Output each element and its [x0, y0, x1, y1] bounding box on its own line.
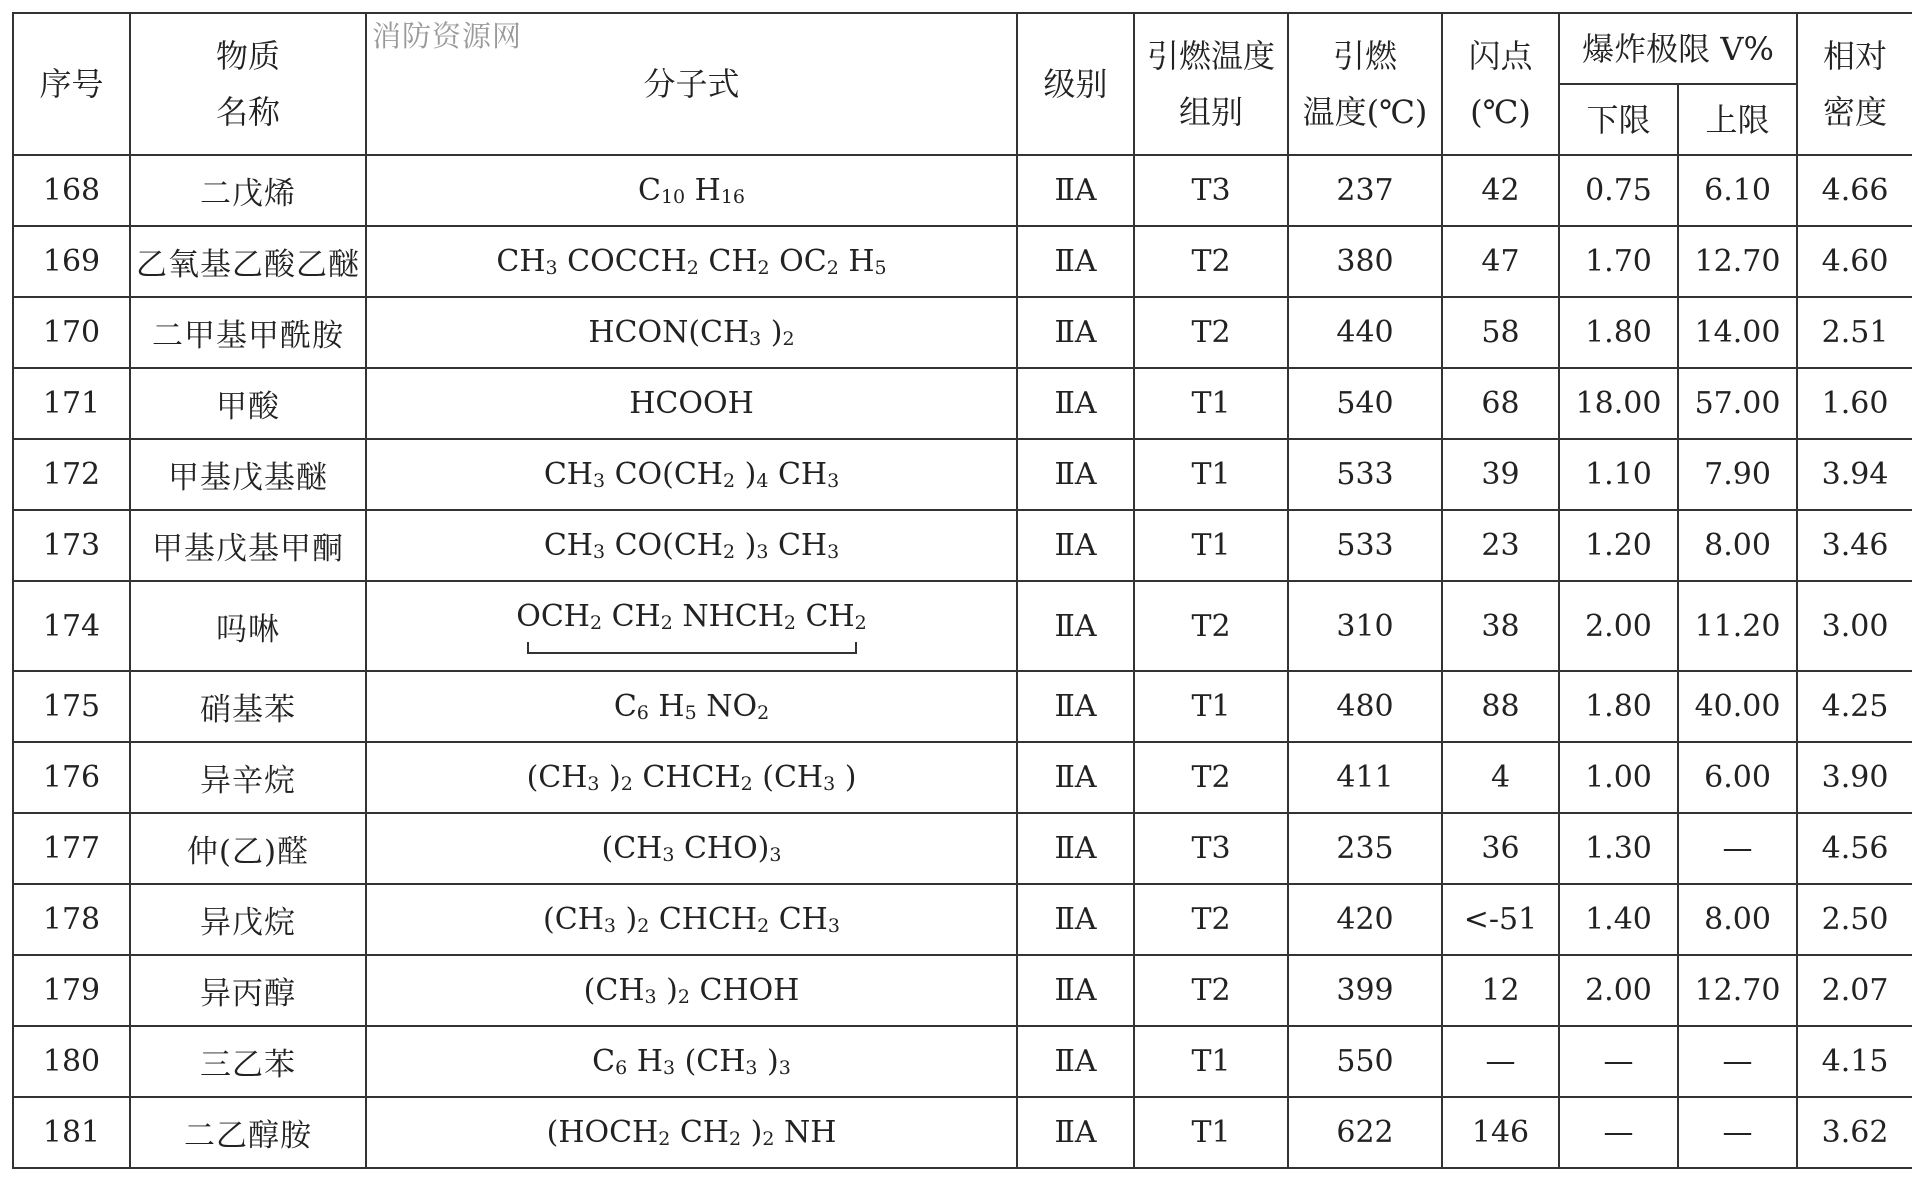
table-row [13, 297, 1912, 368]
formula-segment: CH [543, 528, 593, 563]
header-name [130, 13, 366, 155]
cell-grade: ⅡA [1017, 155, 1134, 226]
table-row [13, 1097, 1912, 1168]
formula-segment: ) [741, 1115, 763, 1150]
cell-grade: ⅡA [1017, 742, 1134, 813]
cell-flash-point: 42 [1442, 155, 1559, 226]
cell-ignition-temp: 533 [1288, 439, 1442, 510]
cell-formula [366, 671, 1017, 742]
cell-density: 3.46 [1797, 510, 1912, 581]
cell-density: 2.51 [1797, 297, 1912, 368]
cell-lower-limit: 1.40 [1559, 884, 1678, 955]
cell-density: 4.56 [1797, 813, 1912, 884]
formula-segment: ) [599, 760, 621, 795]
formula-text [602, 831, 782, 866]
table-row [13, 742, 1912, 813]
formula-subscript: 3 [823, 773, 836, 795]
header-seq: 序号 [13, 13, 130, 155]
table-row [13, 581, 1912, 671]
cell-name: 二乙醇胺 [130, 1097, 366, 1168]
header-ignition-temp-line2: 温度(℃) [1302, 93, 1428, 131]
formula-text [544, 528, 839, 563]
cell-name: 异辛烷 [130, 742, 366, 813]
cell-ignition-temp: 380 [1288, 226, 1442, 297]
cell-seq: 181 [13, 1097, 130, 1168]
formula-segment: ) [835, 760, 857, 795]
formula-segment: CH [543, 457, 593, 492]
formula-segment: CO(CH [605, 528, 723, 563]
table-body [13, 155, 1912, 1168]
formula-subscript: 3 [587, 773, 600, 795]
formula-segment: (CH [543, 902, 604, 937]
header-density [1797, 13, 1912, 155]
cell-flash-point: 4 [1442, 742, 1559, 813]
formula-subscript: 2 [783, 611, 796, 634]
cell-flash-point: 47 [1442, 226, 1559, 297]
formula-segment: ) [656, 973, 678, 1008]
cell-lower-limit: 2.00 [1559, 581, 1678, 671]
cell-density: 2.07 [1797, 955, 1912, 1026]
cell-temp-group: T1 [1134, 368, 1288, 439]
formula-segment: OC [769, 244, 827, 279]
header-grade: 级别 [1017, 13, 1134, 155]
cell-upper-limit: 8.00 [1678, 510, 1797, 581]
formula-subscript: 3 [749, 328, 762, 350]
cell-name: 吗啉 [130, 581, 366, 671]
formula-text [527, 760, 857, 795]
table-row [13, 368, 1912, 439]
header-temp-group-line2: 组别 [1178, 93, 1243, 131]
table-row [13, 155, 1912, 226]
cell-seq: 173 [13, 510, 130, 581]
cell-upper-limit: 12.70 [1678, 955, 1797, 1026]
formula-text [629, 386, 753, 421]
cell-upper-limit: — [1678, 813, 1797, 884]
cell-ignition-temp: 411 [1288, 742, 1442, 813]
cell-name: 异戊烷 [130, 884, 366, 955]
cell-grade: ⅡA [1017, 439, 1134, 510]
formula-subscript: 3 [603, 915, 616, 937]
cell-ignition-temp: 533 [1288, 510, 1442, 581]
formula-segment: CHCH [649, 902, 758, 937]
formula-segment: OCH [516, 598, 590, 634]
cell-name: 甲基戊基甲酮 [130, 510, 366, 581]
formula-text [588, 315, 794, 350]
cell-grade: ⅡA [1017, 813, 1134, 884]
formula-subscript: 3 [545, 257, 558, 279]
cell-upper-limit: — [1678, 1097, 1797, 1168]
cell-ignition-temp: 237 [1288, 155, 1442, 226]
cell-temp-group: T2 [1134, 581, 1288, 671]
cell-grade: ⅡA [1017, 671, 1134, 742]
table-row [13, 226, 1912, 297]
cell-upper-limit: 6.00 [1678, 742, 1797, 813]
cell-lower-limit: 18.00 [1559, 368, 1678, 439]
table-row [13, 884, 1912, 955]
formula-subscript: 2 [854, 611, 867, 634]
cell-formula [366, 581, 1017, 671]
formula-segment: ) [615, 902, 638, 937]
formula-subscript: 16 [720, 186, 746, 208]
cell-seq: 175 [13, 671, 130, 742]
formula-subscript: 10 [660, 186, 686, 208]
cell-density: 3.90 [1797, 742, 1912, 813]
formula-subscript: 6 [615, 1057, 628, 1079]
cell-formula [366, 368, 1017, 439]
formula-segment: H [685, 173, 721, 208]
formula-subscript: 5 [874, 257, 887, 279]
cell-formula [366, 955, 1017, 1026]
cell-flash-point: 88 [1442, 671, 1559, 742]
formula-subscript: 3 [592, 541, 606, 563]
formula-segment: CHO) [674, 831, 770, 866]
cell-upper-limit: 7.90 [1678, 439, 1797, 510]
formula-segment: CH [698, 244, 758, 279]
cell-grade: ⅡA [1017, 1026, 1134, 1097]
formula-segment: CHOH [689, 973, 800, 1008]
cell-lower-limit: 1.80 [1559, 297, 1678, 368]
cell-formula [366, 742, 1017, 813]
formula-subscript: 3 [592, 470, 606, 492]
cell-upper-limit: — [1678, 1026, 1797, 1097]
formula-subscript: 4 [756, 470, 769, 492]
formula-subscript: 2 [620, 773, 633, 795]
formula-segment: NO [696, 689, 758, 724]
cell-name: 二甲基甲酰胺 [130, 297, 366, 368]
cell-lower-limit: 1.10 [1559, 439, 1678, 510]
cell-grade: ⅡA [1017, 1097, 1134, 1168]
cell-lower-limit: — [1559, 1097, 1678, 1168]
cell-density: 4.25 [1797, 671, 1912, 742]
formula-text [614, 689, 769, 724]
cell-density: 4.15 [1797, 1026, 1912, 1097]
formula-segment: (HOCH [546, 1115, 659, 1150]
table-row [13, 955, 1912, 1026]
formula-subscript: 2 [686, 257, 699, 279]
cell-flash-point: 23 [1442, 510, 1559, 581]
substance-table [12, 12, 1912, 1169]
cell-temp-group: T1 [1134, 1097, 1288, 1168]
header-upper-limit: 上限 [1678, 84, 1797, 155]
cell-temp-group: T2 [1134, 297, 1288, 368]
cell-ignition-temp: 399 [1288, 955, 1442, 1026]
header-flash-line2: (℃) [1470, 93, 1531, 131]
cell-ignition-temp: 235 [1288, 813, 1442, 884]
cell-flash-point: 68 [1442, 368, 1559, 439]
cell-temp-group: T3 [1134, 813, 1288, 884]
cell-grade: ⅡA [1017, 884, 1134, 955]
cell-temp-group: T3 [1134, 155, 1288, 226]
header-density-line1: 相对 [1823, 37, 1888, 75]
header-temp-group-line1: 引燃温度 [1146, 37, 1275, 75]
formula-segment: ) [761, 315, 783, 350]
formula-segment: CH [768, 457, 828, 492]
cell-name: 硝基苯 [130, 671, 366, 742]
formula-text [516, 599, 866, 634]
cell-seq: 180 [13, 1026, 130, 1097]
formula-segment: CO(CH [605, 457, 723, 492]
formula-subscript: 2 [740, 773, 753, 795]
cell-lower-limit: 1.70 [1559, 226, 1678, 297]
formula-segment: ) [735, 528, 757, 563]
formula-segment: H [838, 244, 875, 279]
formula-segment: CH [768, 528, 828, 563]
formula-segment: H [627, 1044, 663, 1079]
formula-segment: NHCH [672, 598, 784, 634]
cell-flash-point: <-51 [1442, 884, 1559, 955]
cell-ignition-temp: 622 [1288, 1097, 1442, 1168]
formula-segment: C [592, 1044, 616, 1079]
formula-text [592, 1044, 791, 1079]
cell-seq: 172 [13, 439, 130, 510]
formula-subscript: 2 [762, 1128, 775, 1150]
formula-subscript: 2 [589, 611, 603, 634]
formula-segment: ) [735, 457, 757, 492]
formula-subscript: 5 [684, 702, 697, 724]
cell-name: 甲酸 [130, 368, 366, 439]
cell-formula [366, 1026, 1017, 1097]
cell-name: 异丙醇 [130, 955, 366, 1026]
formula-subscript: 6 [636, 702, 649, 724]
cell-lower-limit: 2.00 [1559, 955, 1678, 1026]
cell-temp-group: T1 [1134, 1026, 1288, 1097]
formula-segment: HCON(CH [588, 315, 750, 350]
header-explosion-limit: 爆炸极限 V% [1559, 13, 1797, 84]
formula-segment: (CH [583, 973, 645, 1008]
formula-subscript: 3 [827, 541, 840, 563]
formula-subscript: 2 [660, 611, 673, 634]
cell-temp-group: T1 [1134, 671, 1288, 742]
cell-grade: ⅡA [1017, 368, 1134, 439]
formula-segment: H [648, 689, 685, 724]
cell-formula [366, 439, 1017, 510]
formula-subscript: 2 [658, 1128, 671, 1150]
cell-density: 3.62 [1797, 1097, 1912, 1168]
formula-segment: (CH [752, 760, 824, 795]
cell-lower-limit: 1.00 [1559, 742, 1678, 813]
table-row [13, 1026, 1912, 1097]
cell-upper-limit: 11.20 [1678, 581, 1797, 671]
cell-flash-point: 38 [1442, 581, 1559, 671]
formula-segment: CH [769, 902, 828, 937]
cell-seq: 169 [13, 226, 130, 297]
formula-subscript: 3 [662, 844, 675, 866]
header-temp-group [1134, 13, 1288, 155]
cell-ignition-temp: 310 [1288, 581, 1442, 671]
cell-formula [366, 813, 1017, 884]
cell-ignition-temp: 440 [1288, 297, 1442, 368]
formula-text [496, 244, 886, 279]
cell-seq: 179 [13, 955, 130, 1026]
cell-ignition-temp: 420 [1288, 884, 1442, 955]
formula-subscript: 2 [637, 915, 650, 937]
formula-segment: CH [670, 1115, 729, 1150]
cell-name: 二戊烯 [130, 155, 366, 226]
formula-text [547, 1115, 837, 1150]
formula-text [544, 457, 839, 492]
cell-density: 1.60 [1797, 368, 1912, 439]
formula-segment: CH [795, 598, 855, 634]
ring-bracket-line [527, 642, 857, 654]
cell-flash-point: 58 [1442, 297, 1559, 368]
formula-subscript: 3 [827, 470, 840, 492]
cell-upper-limit: 12.70 [1678, 226, 1797, 297]
formula-subscript: 3 [756, 541, 769, 563]
cell-flash-point: 12 [1442, 955, 1559, 1026]
formula-subscript: 3 [745, 1057, 758, 1079]
formula-subscript: 2 [757, 257, 770, 279]
cell-lower-limit: 1.20 [1559, 510, 1678, 581]
cell-grade: ⅡA [1017, 226, 1134, 297]
formula-segment: (CH [601, 831, 663, 866]
formula-text [543, 902, 840, 937]
cell-name: 仲(乙)醛 [130, 813, 366, 884]
cell-flash-point: — [1442, 1026, 1559, 1097]
cell-density: 3.00 [1797, 581, 1912, 671]
formula-segment: CHCH [632, 760, 741, 795]
formula-subscript: 2 [782, 328, 795, 350]
cell-formula [366, 155, 1017, 226]
cell-temp-group: T2 [1134, 226, 1288, 297]
header-ignition-temp-line1: 引燃 [1332, 37, 1397, 75]
cell-grade: ⅡA [1017, 581, 1134, 671]
cell-formula [366, 884, 1017, 955]
header-flash-point [1442, 13, 1559, 155]
cell-name: 三乙苯 [130, 1026, 366, 1097]
cell-upper-limit: 57.00 [1678, 368, 1797, 439]
cell-temp-group: T2 [1134, 955, 1288, 1026]
cell-lower-limit: 1.30 [1559, 813, 1678, 884]
header-flash-line1: 闪点 [1468, 37, 1533, 75]
formula-segment: CH [602, 598, 661, 634]
formula-segment: NH [774, 1115, 837, 1150]
cell-density: 3.94 [1797, 439, 1912, 510]
formula-segment: (CH [675, 1044, 746, 1079]
cell-grade: ⅡA [1017, 955, 1134, 1026]
cell-upper-limit: 14.00 [1678, 297, 1797, 368]
table-row [13, 439, 1912, 510]
cell-temp-group: T2 [1134, 742, 1288, 813]
cell-upper-limit: 40.00 [1678, 671, 1797, 742]
cell-upper-limit: 6.10 [1678, 155, 1797, 226]
cell-formula [366, 226, 1017, 297]
formula-segment: (CH [526, 760, 588, 795]
formula-subscript: 3 [644, 986, 657, 1008]
cell-name: 乙氧基乙酸乙醚 [130, 226, 366, 297]
cell-formula [366, 1097, 1017, 1168]
cell-seq: 178 [13, 884, 130, 955]
cell-name: 甲基戊基醚 [130, 439, 366, 510]
table-row [13, 671, 1912, 742]
formula-subscript: 2 [722, 541, 736, 563]
cell-temp-group: T2 [1134, 884, 1288, 955]
cell-lower-limit: — [1559, 1026, 1678, 1097]
formula-segment: CH [496, 244, 546, 279]
watermark: 消防资源网 [372, 19, 523, 53]
cell-density: 4.66 [1797, 155, 1912, 226]
cell-flash-point: 39 [1442, 439, 1559, 510]
header-name-line1: 物质 [215, 37, 280, 75]
cell-ignition-temp: 550 [1288, 1026, 1442, 1097]
formula-subscript: 2 [722, 470, 736, 492]
formula-subscript: 2 [677, 986, 690, 1008]
formula-segment: ) [757, 1044, 779, 1079]
table-row [13, 813, 1912, 884]
cell-flash-point: 36 [1442, 813, 1559, 884]
cell-grade: ⅡA [1017, 510, 1134, 581]
cell-seq: 168 [13, 155, 130, 226]
header-lower-limit: 下限 [1559, 84, 1678, 155]
formula-segment: COCCH [557, 244, 687, 279]
header-ignition-temp [1288, 13, 1442, 155]
header-density-line2: 密度 [1823, 93, 1888, 131]
cell-seq: 176 [13, 742, 130, 813]
cell-formula [366, 297, 1017, 368]
cell-lower-limit: 1.80 [1559, 671, 1678, 742]
formula-subscript: 2 [728, 1128, 742, 1150]
cell-ignition-temp: 480 [1288, 671, 1442, 742]
formula-subscript: 3 [778, 1057, 791, 1079]
cell-flash-point: 146 [1442, 1097, 1559, 1168]
cell-seq: 170 [13, 297, 130, 368]
cell-density: 2.50 [1797, 884, 1912, 955]
formula-subscript: 2 [757, 915, 770, 937]
cell-seq: 174 [13, 581, 130, 671]
cell-grade: ⅡA [1017, 297, 1134, 368]
header-formula: 分子式 [366, 13, 1017, 155]
cell-seq: 171 [13, 368, 130, 439]
formula-segment: C [637, 173, 661, 208]
formula-text [638, 173, 745, 208]
cell-ignition-temp: 540 [1288, 368, 1442, 439]
cell-upper-limit: 8.00 [1678, 884, 1797, 955]
formula-subscript: 2 [826, 257, 839, 279]
formula-segment: C [613, 689, 637, 724]
formula-subscript: 2 [757, 702, 770, 724]
formula-subscript: 3 [827, 915, 840, 937]
header-name-line2: 名称 [215, 93, 280, 131]
formula-subscript: 3 [769, 844, 782, 866]
cell-density: 4.60 [1797, 226, 1912, 297]
table-row [13, 510, 1912, 581]
formula-subscript: 3 [662, 1057, 676, 1079]
formula-text [584, 973, 800, 1008]
cell-formula [366, 510, 1017, 581]
formula-segment: HCOOH [629, 386, 754, 421]
cell-seq: 177 [13, 813, 130, 884]
cell-temp-group: T1 [1134, 510, 1288, 581]
cell-temp-group: T1 [1134, 439, 1288, 510]
cell-lower-limit: 0.75 [1559, 155, 1678, 226]
